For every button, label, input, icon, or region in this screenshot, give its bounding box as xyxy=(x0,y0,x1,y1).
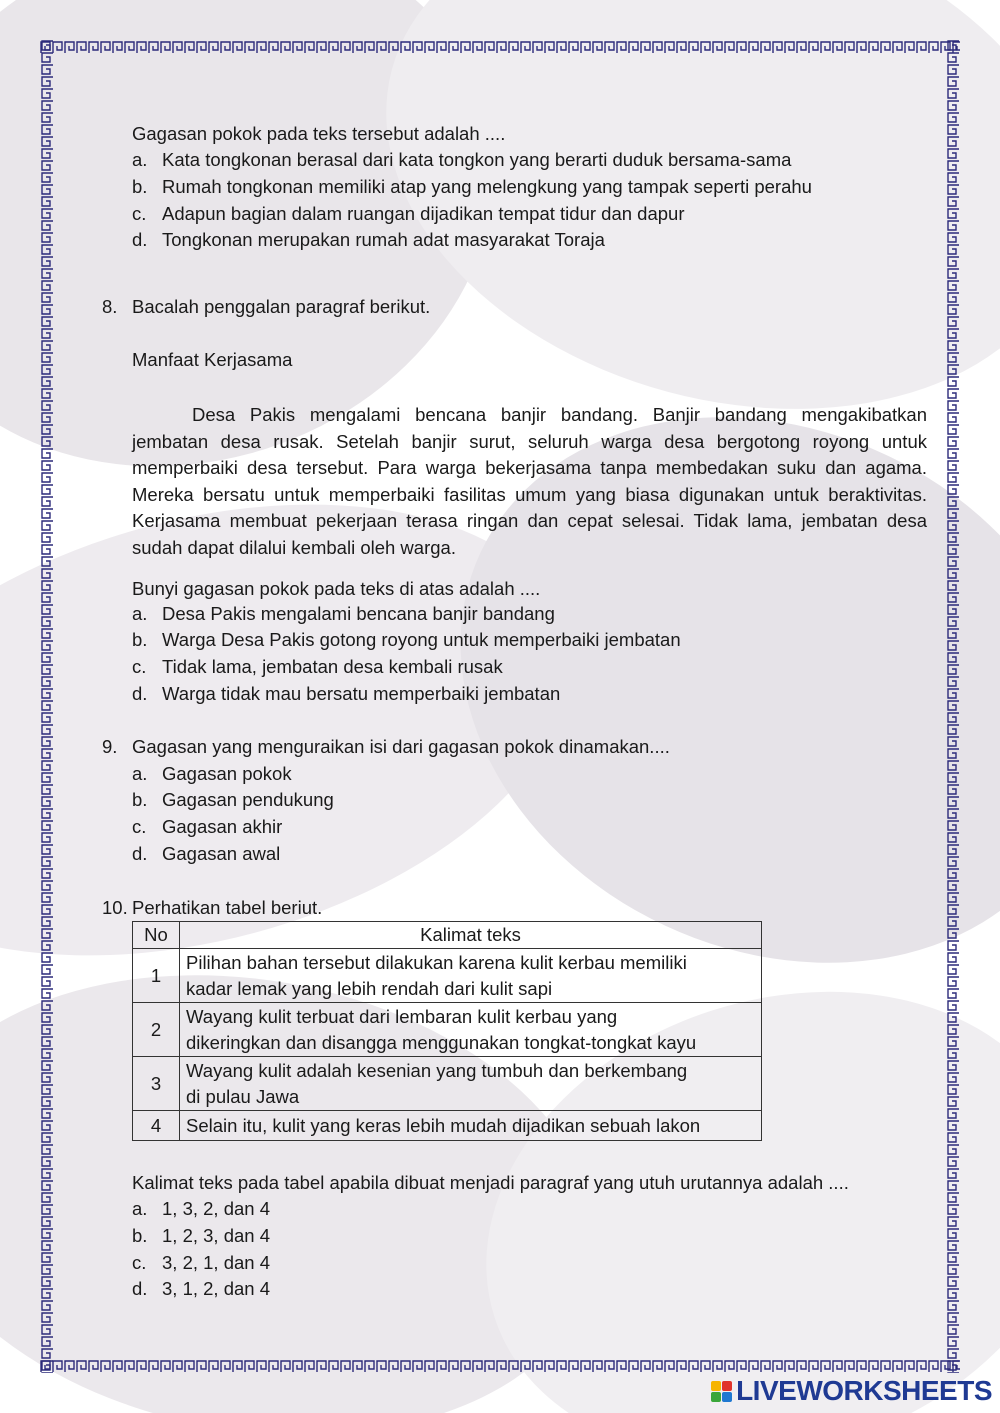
q9-option-b-letter: b. xyxy=(132,789,148,810)
sentence-line: Wayang kulit terbuat dari lembaran kulit kerbau yang xyxy=(186,1005,618,1027)
q10-stem: Kalimat teks pada tabel apabila dibuat menjadi paragraf yang utuh urutannya adalah .... xyxy=(132,1172,849,1193)
q9-option-c: Gagasan akhir xyxy=(162,816,283,837)
q10-number: 10. xyxy=(102,897,128,918)
q8-instruction: Bacalah penggalan paragraf berikut. xyxy=(132,296,431,317)
table-row xyxy=(133,1057,762,1111)
q8-option-c-letter: c. xyxy=(132,656,147,677)
q9-number: 9. xyxy=(102,736,118,757)
q8-option-b-letter: b. xyxy=(132,629,148,650)
table-row xyxy=(133,949,762,1003)
table-cell-sentence xyxy=(180,949,762,1003)
q10-option-a: 1, 3, 2, dan 4 xyxy=(162,1198,271,1219)
q9-option-d-letter: d. xyxy=(132,843,148,864)
q9-option-b: Gagasan pendukung xyxy=(162,789,334,810)
q7-option-a: Kata tongkonan berasal dari kata tongkon yang berarti duduk bersama-sama xyxy=(162,149,792,170)
table-cell-no: 4 xyxy=(133,1111,180,1141)
table-cell-sentence xyxy=(180,1003,762,1057)
q10-option-c-letter: c. xyxy=(132,1252,147,1273)
table-cell-no: 3 xyxy=(133,1057,180,1111)
q7-option-d-letter: d. xyxy=(132,229,148,250)
q9-stem: Gagasan yang menguraikan isi dari gagasan pokok dinamakan.... xyxy=(132,736,670,757)
q10-option-d: 3, 1, 2, dan 4 xyxy=(162,1278,271,1299)
q8-passage-title: Manfaat Kerjasama xyxy=(132,349,293,370)
q8-option-a-letter: a. xyxy=(132,603,148,624)
sentence-line: Selain itu, kulit yang keras lebih mudah dijadikan sebuah lakon xyxy=(186,1114,701,1136)
table-header-no: No xyxy=(133,922,180,949)
table-cell-no: 1 xyxy=(133,949,180,1003)
q7-option-b-letter: b. xyxy=(132,176,148,197)
q10-option-a-letter: a. xyxy=(132,1198,148,1219)
sentence-line: dikeringkan dan disangga menggunakan tongkat-tongkat kayu xyxy=(186,1031,697,1053)
q9-option-c-letter: c. xyxy=(132,816,147,837)
q9-option-a-letter: a. xyxy=(132,763,148,784)
q9-option-a: Gagasan pokok xyxy=(162,763,292,784)
sentence-line: kadar lemak yang lebih rendah dari kulit sapi xyxy=(186,977,553,999)
logo-mark-icon xyxy=(711,1381,732,1402)
q7-stem: Gagasan pokok pada teks tersebut adalah .... xyxy=(132,123,506,144)
q8-option-c: Tidak lama, jembatan desa kembali rusak xyxy=(162,656,503,677)
table-cell-no: 2 xyxy=(133,1003,180,1057)
q8-option-a: Desa Pakis mengalami bencana banjir bandang xyxy=(162,603,555,624)
q10-option-b: 1, 2, 3, dan 4 xyxy=(162,1225,271,1246)
q7-option-d: Tongkonan merupakan rumah adat masyarakat Toraja xyxy=(162,229,605,250)
table-row xyxy=(133,1003,762,1057)
table-cell-sentence xyxy=(180,1111,762,1141)
q10-option-c: 3, 2, 1, dan 4 xyxy=(162,1252,271,1273)
q7-option-b: Rumah tongkonan memiliki atap yang melengkung yang tampak seperti perahu xyxy=(162,176,812,197)
logo-text: LIVEWORKSHEETS xyxy=(736,1375,992,1406)
q8-number: 8. xyxy=(102,296,118,317)
sentence-line: di pulau Jawa xyxy=(186,1085,300,1107)
table-row xyxy=(133,1111,762,1141)
sentence-line: Pilihan bahan tersebut dilakukan karena kulit kerbau memiliki xyxy=(186,951,687,973)
q8-passage xyxy=(132,402,927,562)
q8-option-d-letter: d. xyxy=(132,683,148,704)
q8-option-d: Warga tidak mau bersatu memperbaiki jembatan xyxy=(162,683,561,704)
q7-option-a-letter: a. xyxy=(132,149,148,170)
table-cell-sentence xyxy=(180,1057,762,1111)
q7-option-c-letter: c. xyxy=(132,203,147,224)
sentence-table xyxy=(132,921,762,1141)
q10-instruction: Perhatikan tabel beriut. xyxy=(132,897,323,918)
q8-option-b: Warga Desa Pakis gotong royong untuk memperbaiki jembatan xyxy=(162,629,681,650)
q9-option-d: Gagasan awal xyxy=(162,843,281,864)
q8-passage-text: Desa Pakis mengalami bencana banjir bandang. Banjir bandang mengakibatkan jembatan desa rusak. Setelah banjir surut, seluruh warga desa bergotong royong untuk memperbaiki desa tersebut. Para warga bekerjasama tanpa membedakan suku dan agama. Mereka bersatu untuk memperbaiki fasilitas umum yang biasa digunakan untuk beraktivitas. Kerjasama membuat pekerjaan terasa ringan dan cepat selesai. Tidak lama, jembatan desa sudah dapat dilalui kembali oleh warga. xyxy=(132,404,927,558)
liveworksheets-logo[interactable] xyxy=(711,1375,992,1407)
sentence-line: Wayang kulit adalah kesenian yang tumbuh dan berkembang xyxy=(186,1059,688,1081)
q10-option-d-letter: d. xyxy=(132,1278,148,1299)
q8-stem: Bunyi gagasan pokok pada teks di atas adalah .... xyxy=(132,578,541,599)
table-header-row xyxy=(133,922,762,949)
q10-option-b-letter: b. xyxy=(132,1225,148,1246)
table-header-sentence: Kalimat teks xyxy=(180,922,762,949)
q7-option-c: Adapun bagian dalam ruangan dijadikan tempat tidur dan dapur xyxy=(162,203,685,224)
